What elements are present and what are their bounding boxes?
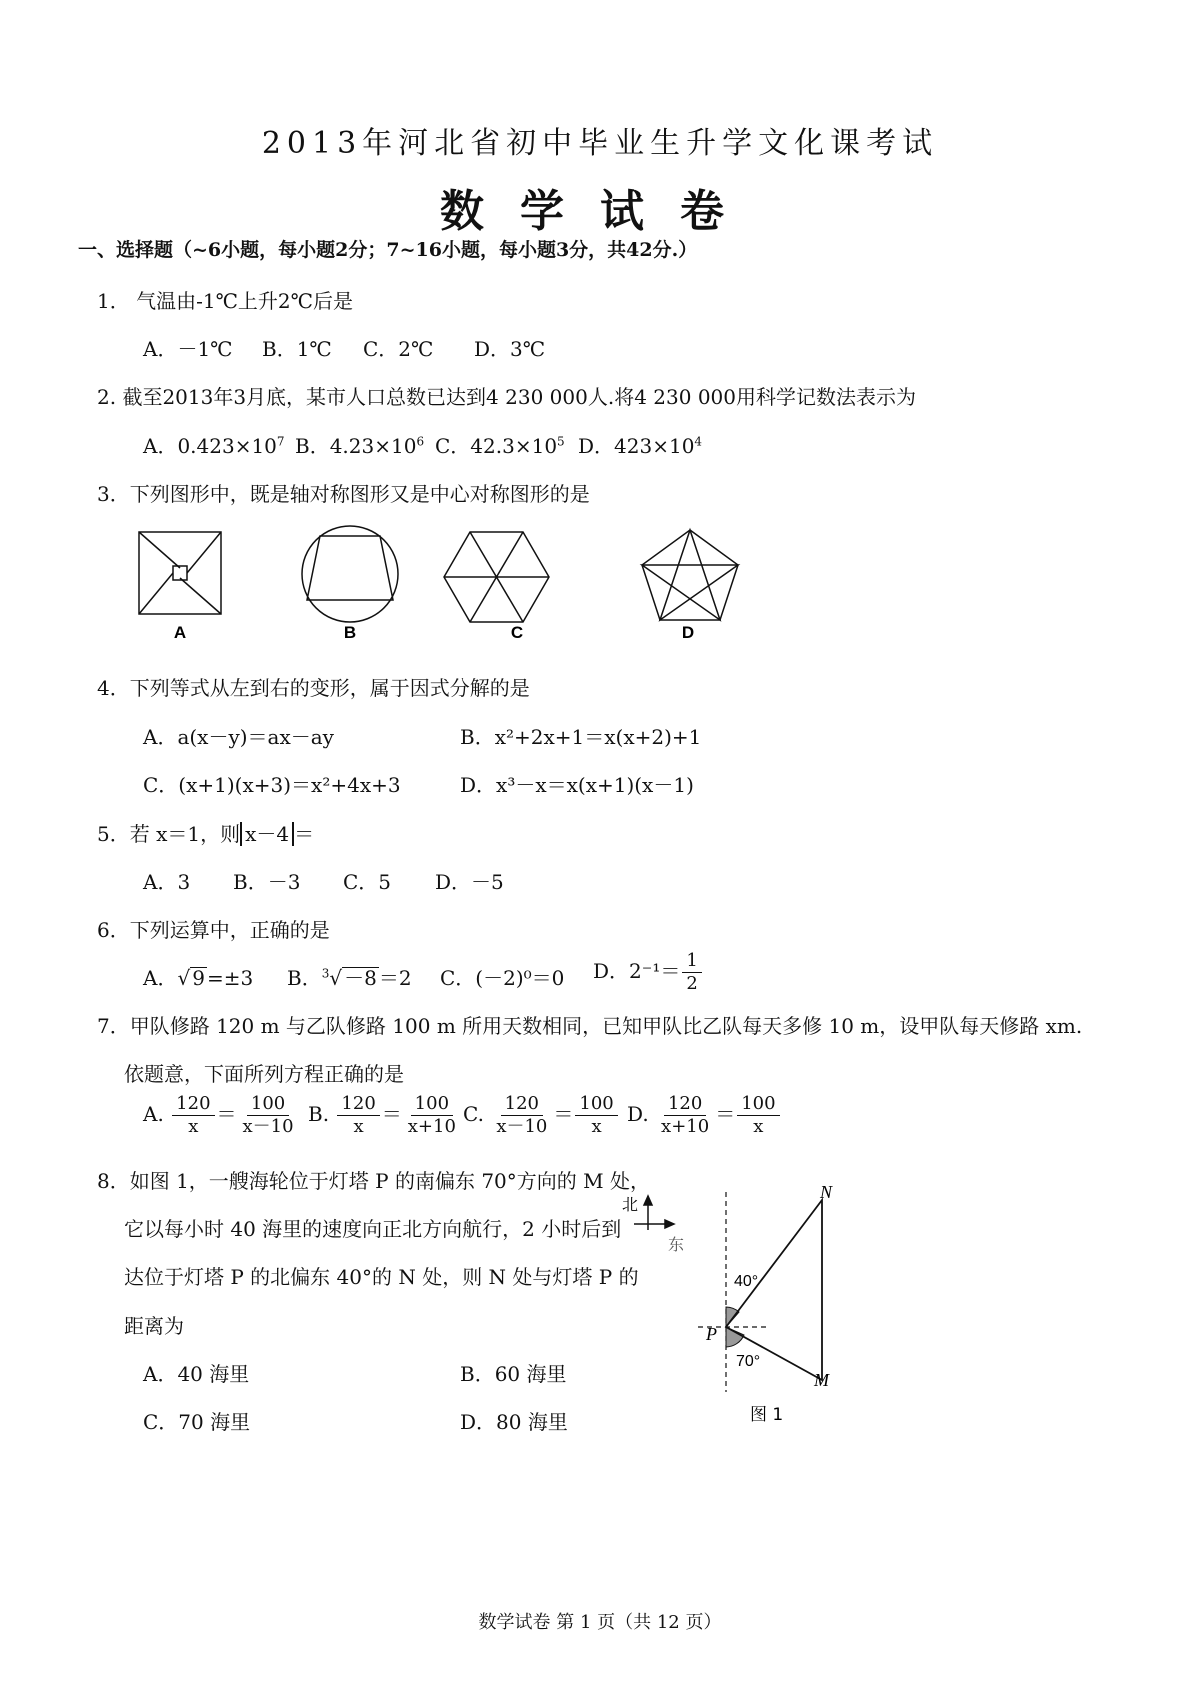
angle-40-label: 40° xyxy=(734,1273,759,1290)
page-footer: 数学试卷 第 1 页（共 12 页） xyxy=(478,1612,722,1633)
q5-stem: 5．若 x＝1，则 x－4 ＝ xyxy=(97,822,315,846)
figure-caption: 图 1 xyxy=(750,1405,784,1425)
q4-option-d: D．x³－x＝x(x+1)(x－1) xyxy=(460,773,694,797)
compass-icon xyxy=(634,1196,674,1230)
q8-option-c: C．70 海里 xyxy=(143,1410,251,1434)
q7-option-b: B. $\frac{120}{x}$ ＝ $\frac{100}{x+10}$ xyxy=(308,1093,456,1137)
q2-option-b: B．$4.23\times 10^6$ xyxy=(295,434,425,458)
q5-option-b: B．－3 xyxy=(233,870,301,894)
q7-stem-line2: 依题意，下面所列方程正确的是 xyxy=(124,1062,404,1086)
q2-option-d: D．$423\times 10^4$ xyxy=(578,434,703,458)
compass-north-label: 北 xyxy=(622,1195,639,1214)
q3-label-d: D xyxy=(681,623,695,642)
q3-figure-a xyxy=(139,532,221,614)
angle-70-label: 70° xyxy=(736,1353,761,1370)
q8-option-d: D．80 海里 xyxy=(460,1410,568,1434)
q3-figure-d xyxy=(642,530,738,620)
q6-stem: 6．下列运算中，正确的是 xyxy=(97,918,330,942)
q1-option-a: A．－1℃ xyxy=(143,337,233,361)
q2-option-c: C．$42.3\times 10^5$ xyxy=(435,434,565,458)
q7-option-d: D. $\frac{120}{x+10}$ ＝ $\frac{100}{x}$ xyxy=(627,1093,782,1138)
angle-70-sector xyxy=(726,1327,744,1347)
q6-option-b: B．$^3$√ －8 ＝2 xyxy=(287,966,412,990)
q4-option-c: C．(x+1)(x+3)＝x²+4x+3 xyxy=(143,773,401,797)
q6-option-d: D．2⁻¹＝ $\frac{1}{2}$ xyxy=(593,950,704,995)
q3-label-c: C xyxy=(510,623,524,642)
exam-title: 2013年河北省初中毕业生升学文化课考试 xyxy=(261,126,939,161)
q3-figure-b xyxy=(302,526,398,622)
q5-option-c: C．5 xyxy=(343,870,392,894)
q8-line3: 达位于灯塔 P 的北偏东 40°的 N 处，则 N 处与灯塔 P 的 xyxy=(124,1265,639,1289)
q8-option-a: A．40 海里 xyxy=(143,1362,250,1386)
q3-figures xyxy=(125,522,765,652)
section-heading: 一、选择题（~6小题，每小题2分；7~16小题，每小题3分，共42分.） xyxy=(78,239,698,261)
q8-option-b: B．60 海里 xyxy=(460,1362,567,1386)
q3-stem: 3．下列图形中，既是轴对称图形又是中心对称图形的是 xyxy=(97,482,590,506)
compass-east-label: 东 xyxy=(668,1235,685,1254)
q3-label-b: B xyxy=(343,623,357,642)
q7-stem-line1: 7．甲队修路 120 m 与乙队修路 100 m 所用天数相同，已知甲队比乙队每天多修 10 m，设甲队每天修路 xm. xyxy=(97,1014,1083,1038)
q6-option-c: C．(－2)⁰＝0 xyxy=(440,966,565,990)
q4-stem: 4．下列等式从左到右的变形，属于因式分解的是 xyxy=(97,676,530,700)
q7-option-a: A. $\frac{120}{x}$ ＝ $\frac{100}{x-10}$ xyxy=(143,1093,294,1137)
q7-option-c: C. $\frac{120}{x-10}$ ＝ $\frac{100}{x}$ xyxy=(463,1093,620,1138)
q8-line2: 它以每小时 40 海里的速度向正北方向航行，2 小时后到 xyxy=(124,1217,622,1241)
q5-option-d: D．－5 xyxy=(435,870,504,894)
point-m-label: M xyxy=(814,1370,829,1390)
q3-label-a: A xyxy=(173,623,187,642)
subject-title: 数学试卷 xyxy=(440,186,760,237)
point-n-label: N xyxy=(820,1182,833,1202)
q8-figure xyxy=(610,1180,870,1430)
q1-option-d: D．3℃ xyxy=(474,337,546,361)
q8-line1: 8．如图 1，一艘海轮位于灯塔 P 的南偏东 70°方向的 M 处， xyxy=(97,1169,650,1193)
q2-option-a: A．$0.423\times 10^7$ xyxy=(143,434,285,458)
q1-option-b: B．1℃ xyxy=(262,337,332,361)
q4-option-a: A．a(x－y)＝ax－ay xyxy=(143,725,334,749)
q3-figure-c xyxy=(444,532,549,622)
point-p-label: P xyxy=(706,1324,717,1344)
q2-stem: 2. 截至2013年3月底，某市人口总数已达到4 230 000人.将4 230 000用科学记数法表示为 xyxy=(97,385,916,409)
q1-stem: 1． 气温由-1℃上升2℃后是 xyxy=(97,289,354,313)
q6-option-a: A．√ 9 =±3 xyxy=(143,966,254,990)
q8-line4: 距离为 xyxy=(124,1314,184,1338)
q1-option-c: C．2℃ xyxy=(363,337,434,361)
q5-option-a: A．3 xyxy=(143,870,191,894)
q4-option-b: B．x²+2x+1＝x(x+2)+1 xyxy=(460,725,702,749)
